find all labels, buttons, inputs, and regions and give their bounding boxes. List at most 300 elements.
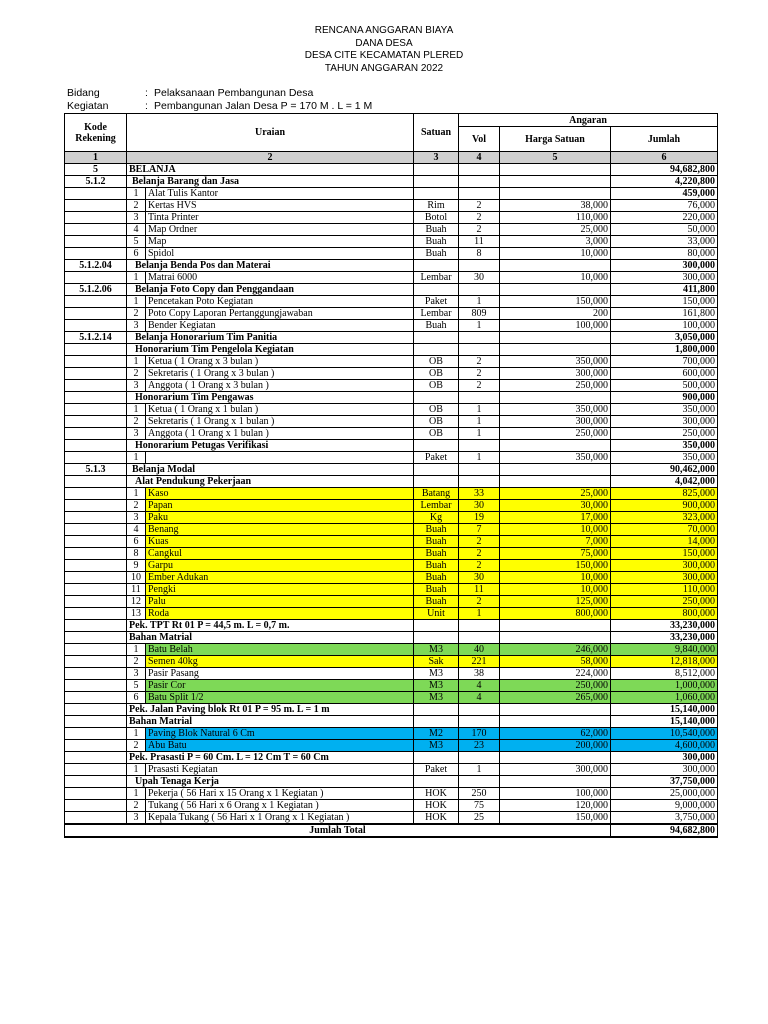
- cell-jumlah: 150,000: [611, 548, 718, 560]
- cell-item-number: 1: [127, 452, 146, 464]
- cell-uraian: Semen 40kg: [146, 656, 414, 668]
- cell-harga-satuan: 246,000: [500, 644, 611, 656]
- cell-uraian: Honorarium Tim Pengelola Kegiatan: [127, 344, 414, 356]
- item-row: [65, 224, 718, 236]
- cell-uraian: Sekretaris ( 1 Orang x 3 bulan ): [146, 368, 414, 380]
- cell-jumlah: 250,000: [611, 428, 718, 440]
- cell-kode-rekening: [65, 656, 127, 668]
- cell-vol: [459, 632, 500, 644]
- cell-harga-satuan: [500, 176, 611, 188]
- cell-uraian: Belanja Foto Copy dan Penggandaan: [127, 284, 414, 296]
- cell-vol: [459, 620, 500, 632]
- cell-harga-satuan: 350,000: [500, 356, 611, 368]
- cell-vol: [459, 188, 500, 200]
- cell-item-number: 9: [127, 560, 146, 572]
- cell-uraian: BELANJA: [127, 164, 414, 176]
- cell-satuan: Paket: [414, 452, 459, 464]
- item-row: [65, 368, 718, 380]
- cell-harga-satuan: [500, 476, 611, 488]
- cell-vol: 170: [459, 728, 500, 740]
- cell-jumlah: 700,000: [611, 356, 718, 368]
- cell-harga-satuan: [500, 344, 611, 356]
- cell-uraian: Upah Tenaga Kerja: [127, 776, 414, 788]
- cell-item-number: 6: [127, 692, 146, 704]
- cell-satuan: Buah: [414, 548, 459, 560]
- cell-vol: [459, 260, 500, 272]
- cell-vol: 1: [459, 320, 500, 332]
- item-row: [65, 788, 718, 800]
- cell-kode-rekening: [65, 500, 127, 512]
- cell-jumlah: 150,000: [611, 296, 718, 308]
- section-row: [65, 776, 718, 788]
- cell-vol: 1: [459, 428, 500, 440]
- cell-jumlah: 350,000: [611, 452, 718, 464]
- cell-uraian: Bahan Matrial: [127, 716, 414, 728]
- cell-satuan: [414, 704, 459, 716]
- cell-satuan: Buah: [414, 524, 459, 536]
- cell-item-number: 3: [127, 512, 146, 524]
- cell-harga-satuan: 38,000: [500, 200, 611, 212]
- cell-kode-rekening: [65, 776, 127, 788]
- cell-uraian: Kertas HVS: [146, 200, 414, 212]
- total-row: [65, 824, 718, 837]
- cell-harga-satuan: [500, 464, 611, 476]
- item-row: [65, 500, 718, 512]
- cell-kode-rekening: [65, 200, 127, 212]
- cell-jumlah: 100,000: [611, 320, 718, 332]
- cell-jumlah: 900,000: [611, 392, 718, 404]
- cell-vol: [459, 284, 500, 296]
- cell-satuan: [414, 476, 459, 488]
- cell-kode-rekening: [65, 488, 127, 500]
- cell-harga-satuan: 265,000: [500, 692, 611, 704]
- cell-satuan: Buah: [414, 596, 459, 608]
- cell-item-number: 13: [127, 608, 146, 620]
- cell-vol: 2: [459, 596, 500, 608]
- cell-uraian: Papan: [146, 500, 414, 512]
- cell-harga-satuan: [500, 440, 611, 452]
- cell-vol: 1: [459, 416, 500, 428]
- item-row: [65, 728, 718, 740]
- section-row: [65, 620, 718, 632]
- cell-item-number: 3: [127, 812, 146, 825]
- cell-kode-rekening: [65, 248, 127, 260]
- cell-item-number: 2: [127, 500, 146, 512]
- cell-uraian: [146, 452, 414, 464]
- cell-jumlah: 94,682,800: [611, 164, 718, 176]
- cell-kode-rekening: [65, 644, 127, 656]
- cell-satuan: Lembar: [414, 500, 459, 512]
- cell-harga-satuan: [500, 164, 611, 176]
- cell-harga-satuan: 300,000: [500, 416, 611, 428]
- cell-jumlah: 14,000: [611, 536, 718, 548]
- cell-uraian: Benang: [146, 524, 414, 536]
- col-number-6: 6: [611, 152, 718, 164]
- col-harga-satuan: Harga Satuan: [500, 127, 611, 152]
- cell-jumlah: 459,000: [611, 188, 718, 200]
- cell-satuan: M3: [414, 680, 459, 692]
- cell-uraian: Ember Adukan: [146, 572, 414, 584]
- cell-kode-rekening: [65, 632, 127, 644]
- cell-vol: 2: [459, 356, 500, 368]
- col-number-5: 5: [500, 152, 611, 164]
- cell-item-number: 2: [127, 368, 146, 380]
- cell-satuan: Buah: [414, 236, 459, 248]
- item-row: [65, 548, 718, 560]
- cell-jumlah: 825,000: [611, 488, 718, 500]
- cell-harga-satuan: 25,000: [500, 488, 611, 500]
- cell-satuan: Kg: [414, 512, 459, 524]
- doc-title-line-2: DANA DESA: [355, 38, 413, 49]
- cell-jumlah: 15,140,000: [611, 716, 718, 728]
- cell-satuan: [414, 440, 459, 452]
- cell-harga-satuan: [500, 776, 611, 788]
- cell-item-number: 4: [127, 524, 146, 536]
- cell-harga-satuan: 10,000: [500, 248, 611, 260]
- item-row: [65, 308, 718, 320]
- cell-uraian: Spidol: [146, 248, 414, 260]
- section-row: [65, 260, 718, 272]
- cell-item-number: 5: [127, 236, 146, 248]
- cell-vol: 2: [459, 212, 500, 224]
- cell-uraian: Pasir Cor: [146, 680, 414, 692]
- cell-harga-satuan: 200,000: [500, 740, 611, 752]
- cell-satuan: M3: [414, 692, 459, 704]
- cell-vol: 11: [459, 236, 500, 248]
- item-row: [65, 692, 718, 704]
- cell-harga-satuan: 150,000: [500, 560, 611, 572]
- section-row: [65, 704, 718, 716]
- cell-item-number: 3: [127, 380, 146, 392]
- cell-harga-satuan: 120,000: [500, 800, 611, 812]
- cell-satuan: [414, 716, 459, 728]
- doc-title-line-3: DESA CITE KECAMATAN PLERED: [304, 50, 464, 61]
- cell-kode-rekening: [65, 296, 127, 308]
- cell-kode-rekening: [65, 668, 127, 680]
- cell-vol: 1: [459, 404, 500, 416]
- cell-kode-rekening: 5.1.3: [65, 464, 127, 476]
- cell-satuan: M2: [414, 728, 459, 740]
- item-row: [65, 512, 718, 524]
- cell-jumlah: 15,140,000: [611, 704, 718, 716]
- col-uraian: Uraian: [127, 114, 414, 152]
- cell-satuan: Buah: [414, 224, 459, 236]
- col-number-1: 1: [65, 152, 127, 164]
- col-angaran: Angaran: [459, 114, 718, 127]
- cell-jumlah: 10,540,000: [611, 728, 718, 740]
- cell-uraian: Pek. TPT Rt 01 P = 44,5 m. L = 0,7 m.: [127, 620, 414, 632]
- cell-jumlah: 3,750,000: [611, 812, 718, 825]
- cell-satuan: Lembar: [414, 272, 459, 284]
- cell-uraian: Belanja Modal: [127, 464, 414, 476]
- cell-satuan: [414, 464, 459, 476]
- col-number-4: 4: [459, 152, 500, 164]
- cell-satuan: OB: [414, 368, 459, 380]
- cell-satuan: Buah: [414, 320, 459, 332]
- cell-item-number: 2: [127, 416, 146, 428]
- cell-vol: 2: [459, 200, 500, 212]
- cell-vol: 33: [459, 488, 500, 500]
- item-row: [65, 416, 718, 428]
- item-row: [65, 668, 718, 680]
- cell-item-number: 2: [127, 200, 146, 212]
- cell-harga-satuan: 250,000: [500, 380, 611, 392]
- col-number-2: 2: [127, 152, 414, 164]
- cell-harga-satuan: [500, 284, 611, 296]
- item-row: [65, 320, 718, 332]
- item-row: [65, 200, 718, 212]
- cell-harga-satuan: 300,000: [500, 368, 611, 380]
- cell-satuan: Lembar: [414, 308, 459, 320]
- cell-vol: [459, 440, 500, 452]
- section-row: [65, 440, 718, 452]
- cell-satuan: Batang: [414, 488, 459, 500]
- cell-jumlah: 411,800: [611, 284, 718, 296]
- cell-uraian: Tukang ( 56 Hari x 6 Orang x 1 Kegiatan ): [146, 800, 414, 812]
- bidang-colon: :: [145, 87, 148, 99]
- item-row: [65, 536, 718, 548]
- cell-kode-rekening: [65, 620, 127, 632]
- cell-kode-rekening: [65, 320, 127, 332]
- cell-vol: 1: [459, 764, 500, 776]
- cell-uraian: Ketua ( 1 Orang x 1 bulan ): [146, 404, 414, 416]
- item-row: [65, 800, 718, 812]
- cell-item-number: 1: [127, 356, 146, 368]
- cell-vol: 75: [459, 800, 500, 812]
- cell-jumlah: 220,000: [611, 212, 718, 224]
- cell-satuan: OB: [414, 428, 459, 440]
- item-row: [65, 812, 718, 825]
- cell-kode-rekening: [65, 536, 127, 548]
- cell-item-number: 3: [127, 428, 146, 440]
- item-row: [65, 404, 718, 416]
- kegiatan-value: Pembangunan Jalan Desa P = 170 M . L = 1 M: [154, 100, 373, 112]
- cell-satuan: M3: [414, 740, 459, 752]
- bidang-label: Bidang: [67, 87, 100, 99]
- cell-jumlah: 300,000: [611, 272, 718, 284]
- cell-vol: 2: [459, 224, 500, 236]
- item-row: [65, 236, 718, 248]
- section-row: [65, 392, 718, 404]
- cell-kode-rekening: [65, 188, 127, 200]
- cell-harga-satuan: 100,000: [500, 788, 611, 800]
- cell-kode-rekening: [65, 272, 127, 284]
- cell-uraian: Map: [146, 236, 414, 248]
- item-row: [65, 764, 718, 776]
- section-row: [65, 344, 718, 356]
- cell-kode-rekening: 5.1.2: [65, 176, 127, 188]
- cell-harga-satuan: 150,000: [500, 296, 611, 308]
- cell-item-number: 4: [127, 224, 146, 236]
- cell-jumlah: 33,230,000: [611, 632, 718, 644]
- cell-vol: 40: [459, 644, 500, 656]
- cell-harga-satuan: 10,000: [500, 572, 611, 584]
- cell-uraian: Pek. Jalan Paving blok Rt 01 P = 95 m. L = 1 m: [127, 704, 414, 716]
- cell-jumlah: 33,000: [611, 236, 718, 248]
- cell-vol: 1: [459, 452, 500, 464]
- doc-title-line-1: RENCANA ANGGARAN BIAYA: [314, 25, 454, 36]
- item-row: [65, 488, 718, 500]
- cell-kode-rekening: [65, 596, 127, 608]
- cell-jumlah: 300,000: [611, 416, 718, 428]
- cell-harga-satuan: 250,000: [500, 428, 611, 440]
- kegiatan-label: Kegiatan: [67, 100, 109, 112]
- cell-kode-rekening: [65, 476, 127, 488]
- item-row: [65, 524, 718, 536]
- cell-vol: 11: [459, 584, 500, 596]
- cell-uraian: Anggota ( 1 Orang x 3 bulan ): [146, 380, 414, 392]
- cell-satuan: [414, 332, 459, 344]
- bidang-value: Pelaksanaan Pembangunan Desa: [154, 87, 314, 99]
- cell-kode-rekening: [65, 380, 127, 392]
- cell-vol: 4: [459, 692, 500, 704]
- header-row-1: [65, 114, 718, 127]
- cell-uraian: Belanja Barang dan Jasa: [127, 176, 414, 188]
- cell-satuan: Buah: [414, 248, 459, 260]
- cell-satuan: OB: [414, 356, 459, 368]
- cell-satuan: [414, 752, 459, 764]
- cell-satuan: [414, 176, 459, 188]
- cell-item-number: 6: [127, 536, 146, 548]
- cell-vol: [459, 464, 500, 476]
- section-row: [65, 176, 718, 188]
- column-number-row: [65, 152, 718, 164]
- cell-harga-satuan: [500, 332, 611, 344]
- cell-jumlah: 161,800: [611, 308, 718, 320]
- cell-kode-rekening: [65, 764, 127, 776]
- cell-item-number: 8: [127, 548, 146, 560]
- cell-harga-satuan: 250,000: [500, 680, 611, 692]
- cell-satuan: Sak: [414, 656, 459, 668]
- cell-satuan: [414, 260, 459, 272]
- cell-satuan: M3: [414, 644, 459, 656]
- cell-vol: 23: [459, 740, 500, 752]
- cell-jumlah: 33,230,000: [611, 620, 718, 632]
- cell-harga-satuan: [500, 188, 611, 200]
- cell-jumlah: 76,000: [611, 200, 718, 212]
- cell-harga-satuan: 110,000: [500, 212, 611, 224]
- total-label: Jumlah Total: [65, 824, 611, 837]
- cell-harga-satuan: [500, 392, 611, 404]
- cell-jumlah: 70,000: [611, 524, 718, 536]
- cell-uraian: Pek. Prasasti P = 60 Cm. L = 12 Cm T = 60 Cm: [127, 752, 414, 764]
- cell-uraian: Roda: [146, 608, 414, 620]
- cell-jumlah: 350,000: [611, 404, 718, 416]
- cell-item-number: 2: [127, 308, 146, 320]
- cell-kode-rekening: [65, 440, 127, 452]
- cell-jumlah: 4,042,000: [611, 476, 718, 488]
- col-vol: Vol: [459, 127, 500, 152]
- cell-kode-rekening: [65, 236, 127, 248]
- cell-satuan: Buah: [414, 572, 459, 584]
- cell-uraian: Tinta Printer: [146, 212, 414, 224]
- item-row: [65, 656, 718, 668]
- cell-satuan: [414, 392, 459, 404]
- cell-jumlah: 3,050,000: [611, 332, 718, 344]
- cell-satuan: HOK: [414, 800, 459, 812]
- cell-kode-rekening: [65, 428, 127, 440]
- cell-uraian: Matrai 6000: [146, 272, 414, 284]
- cell-satuan: OB: [414, 404, 459, 416]
- item-row: [65, 584, 718, 596]
- section-row: [65, 164, 718, 176]
- cell-jumlah: 300,000: [611, 560, 718, 572]
- cell-uraian: Paving Blok Natural 6 Cm: [146, 728, 414, 740]
- cell-uraian: Kepala Tukang ( 56 Hari x 1 Orang x 1 Kegiatan ): [146, 812, 414, 825]
- cell-item-number: 2: [127, 740, 146, 752]
- item-row: [65, 740, 718, 752]
- doc-title-line-4: TAHUN ANGGARAN 2022: [324, 63, 444, 74]
- budget-table-body: [65, 164, 718, 825]
- cell-jumlah: 50,000: [611, 224, 718, 236]
- cell-harga-satuan: 62,000: [500, 728, 611, 740]
- cell-vol: 8: [459, 248, 500, 260]
- cell-kode-rekening: [65, 728, 127, 740]
- cell-kode-rekening: [65, 752, 127, 764]
- cell-item-number: 2: [127, 656, 146, 668]
- cell-kode-rekening: [65, 572, 127, 584]
- cell-jumlah: 350,000: [611, 440, 718, 452]
- cell-item-number: 2: [127, 800, 146, 812]
- cell-kode-rekening: [65, 608, 127, 620]
- total-value: 94,682,800: [611, 824, 718, 837]
- item-row: [65, 188, 718, 200]
- cell-vol: 19: [459, 512, 500, 524]
- cell-kode-rekening: [65, 692, 127, 704]
- item-row: [65, 428, 718, 440]
- cell-jumlah: 600,000: [611, 368, 718, 380]
- cell-jumlah: 37,750,000: [611, 776, 718, 788]
- cell-vol: 38: [459, 668, 500, 680]
- cell-vol: 25: [459, 812, 500, 825]
- item-row: [65, 296, 718, 308]
- cell-kode-rekening: [65, 680, 127, 692]
- cell-jumlah: 9,000,000: [611, 800, 718, 812]
- cell-vol: 30: [459, 500, 500, 512]
- section-row: [65, 476, 718, 488]
- cell-satuan: [414, 188, 459, 200]
- cell-kode-rekening: [65, 212, 127, 224]
- cell-uraian: Paku: [146, 512, 414, 524]
- cell-uraian: Belanja Benda Pos dan Materai: [127, 260, 414, 272]
- cell-kode-rekening: [65, 800, 127, 812]
- cell-uraian: Kuas: [146, 536, 414, 548]
- section-row: [65, 284, 718, 296]
- cell-jumlah: 1,060,000: [611, 692, 718, 704]
- cell-harga-satuan: 30,000: [500, 500, 611, 512]
- cell-satuan: Buah: [414, 536, 459, 548]
- section-row: [65, 716, 718, 728]
- col-satuan: Satuan: [414, 114, 459, 152]
- cell-kode-rekening: [65, 452, 127, 464]
- cell-kode-rekening: [65, 704, 127, 716]
- cell-uraian: Abu Batu: [146, 740, 414, 752]
- item-row: [65, 452, 718, 464]
- item-row: [65, 212, 718, 224]
- cell-satuan: HOK: [414, 788, 459, 800]
- cell-kode-rekening: [65, 524, 127, 536]
- cell-item-number: 1: [127, 644, 146, 656]
- item-row: [65, 380, 718, 392]
- budget-table: [64, 113, 718, 838]
- cell-satuan: [414, 776, 459, 788]
- cell-uraian: Kaso: [146, 488, 414, 500]
- cell-uraian: Bender Kegiatan: [146, 320, 414, 332]
- cell-jumlah: 250,000: [611, 596, 718, 608]
- cell-satuan: [414, 344, 459, 356]
- cell-vol: 809: [459, 308, 500, 320]
- cell-harga-satuan: 800,000: [500, 608, 611, 620]
